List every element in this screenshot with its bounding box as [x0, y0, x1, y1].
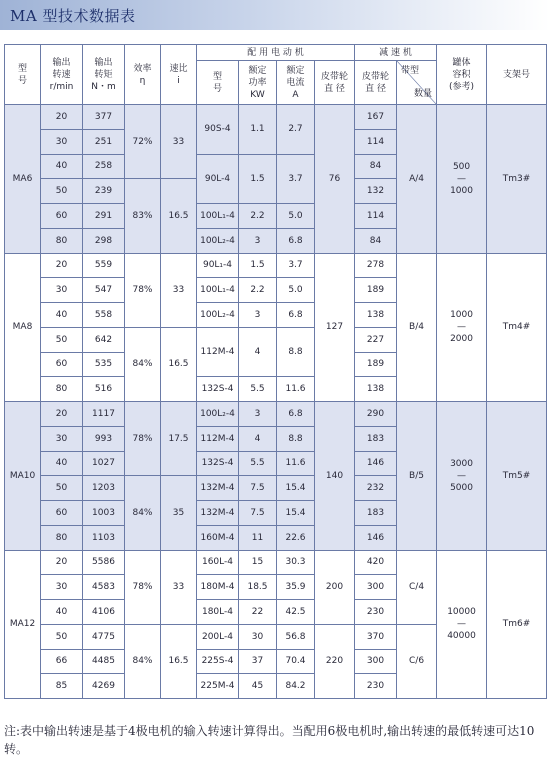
torque-cell: 1103	[83, 525, 125, 550]
speed-cell: 60	[41, 352, 83, 377]
efficiency-cell: 83%	[125, 179, 161, 253]
ratio-cell: 33	[161, 550, 197, 624]
model-cell: MA8	[5, 253, 41, 402]
bracket-cell: Tm3#	[487, 105, 547, 254]
table-row	[5, 550, 547, 575]
motor-model-cell: 225M-4	[197, 674, 239, 699]
belt-cell: B/4	[397, 253, 437, 402]
belt-cell: A/4	[397, 105, 437, 254]
power-cell: 1.1	[239, 105, 277, 155]
model-cell: MA10	[5, 402, 41, 551]
reducer-pulley-cell: 230	[355, 674, 397, 699]
motor-model-cell: 100L₂-4	[197, 402, 239, 427]
header-reducer-pulley: 皮带轮 直 径	[355, 61, 397, 105]
reducer-pulley-cell: 84	[355, 154, 397, 179]
reducer-pulley-cell: 146	[355, 451, 397, 476]
motor-model-cell: 100L₁-4	[197, 278, 239, 303]
torque-cell: 4106	[83, 600, 125, 625]
volume-cell: 3000 — 5000	[437, 402, 487, 551]
current-cell: 70.4	[277, 649, 315, 674]
bracket-cell: Tm5#	[487, 402, 547, 551]
motor-model-cell: 100L₂-4	[197, 228, 239, 253]
current-cell: 11.6	[277, 377, 315, 402]
table-header	[5, 45, 547, 105]
group-ma12	[5, 550, 547, 699]
power-cell: 15	[239, 550, 277, 575]
torque-cell: 993	[83, 426, 125, 451]
reducer-pulley-cell: 278	[355, 253, 397, 278]
ratio-cell: 17.5	[161, 402, 197, 476]
current-cell: 84.2	[277, 674, 315, 699]
torque-cell: 535	[83, 352, 125, 377]
motor-model-cell: 90L-4	[197, 154, 239, 204]
header-model: 型 号	[5, 45, 41, 105]
current-cell: 6.8	[277, 303, 315, 328]
torque-cell: 559	[83, 253, 125, 278]
reducer-pulley-cell: 183	[355, 426, 397, 451]
power-cell: 11	[239, 525, 277, 550]
current-cell: 56.8	[277, 624, 315, 649]
reducer-pulley-cell: 183	[355, 501, 397, 526]
title-banner	[0, 0, 550, 30]
current-cell: 3.7	[277, 154, 315, 204]
reducer-pulley-cell: 138	[355, 303, 397, 328]
reducer-pulley-cell: 167	[355, 105, 397, 130]
efficiency-cell: 78%	[125, 253, 161, 327]
motor-model-cell: 112M-4	[197, 327, 239, 377]
motor-model-cell: 180M-4	[197, 575, 239, 600]
motor-model-cell: 160M-4	[197, 525, 239, 550]
power-cell: 1.5	[239, 154, 277, 204]
current-cell: 8.8	[277, 327, 315, 377]
efficiency-cell: 78%	[125, 402, 161, 476]
belt-cell: B/5	[397, 402, 437, 551]
reducer-pulley-cell: 84	[355, 228, 397, 253]
torque-cell: 4775	[83, 624, 125, 649]
table-row	[5, 253, 547, 278]
motor-model-cell: 180L-4	[197, 600, 239, 625]
motor-model-cell: 112M-4	[197, 426, 239, 451]
header-efficiency: 效率 η	[125, 45, 161, 105]
reducer-pulley-cell: 189	[355, 278, 397, 303]
speed-cell: 50	[41, 624, 83, 649]
current-cell: 2.7	[277, 105, 315, 155]
motor-model-cell: 160L-4	[197, 550, 239, 575]
power-cell: 18.5	[239, 575, 277, 600]
reducer-pulley-cell: 290	[355, 402, 397, 427]
technical-data-table	[4, 44, 547, 699]
current-cell: 15.4	[277, 476, 315, 501]
speed-cell: 50	[41, 476, 83, 501]
torque-cell: 239	[83, 179, 125, 204]
motor-pulley-cell: 200	[315, 550, 355, 624]
header-belt-count: 数量	[414, 89, 433, 99]
bracket-cell: Tm4#	[487, 253, 547, 402]
current-cell: 5.0	[277, 278, 315, 303]
header-rated-current: 额定 电流 A	[277, 61, 315, 105]
motor-pulley-cell: 140	[315, 402, 355, 551]
torque-cell: 298	[83, 228, 125, 253]
table-row	[5, 402, 547, 427]
speed-cell: 60	[41, 501, 83, 526]
speed-cell: 80	[41, 228, 83, 253]
current-cell: 3.7	[277, 253, 315, 278]
power-cell: 45	[239, 674, 277, 699]
reducer-pulley-cell: 300	[355, 575, 397, 600]
speed-cell: 20	[41, 550, 83, 575]
reducer-pulley-cell: 300	[355, 649, 397, 674]
header-output-speed: 输出 转速 r/min	[41, 45, 83, 105]
motor-model-cell: 90S-4	[197, 105, 239, 155]
header-belt-diagonal	[397, 61, 437, 105]
speed-cell: 80	[41, 377, 83, 402]
header-ratio: 速比 i	[161, 45, 197, 105]
belt-cell: C/6	[397, 624, 437, 698]
motor-model-cell: 200L-4	[197, 624, 239, 649]
power-cell: 4	[239, 327, 277, 377]
motor-model-cell: 132M-4	[197, 501, 239, 526]
torque-cell: 516	[83, 377, 125, 402]
current-cell: 6.8	[277, 402, 315, 427]
torque-cell: 1203	[83, 476, 125, 501]
power-cell: 1.5	[239, 253, 277, 278]
power-cell: 2.2	[239, 204, 277, 229]
speed-cell: 60	[41, 204, 83, 229]
table-row	[5, 105, 547, 130]
power-cell: 7.5	[239, 501, 277, 526]
page-title: MA 型技术数据表	[10, 7, 136, 25]
speed-cell: 30	[41, 575, 83, 600]
motor-pulley-cell: 76	[315, 105, 355, 254]
power-cell: 4	[239, 426, 277, 451]
power-cell: 22	[239, 600, 277, 625]
speed-cell: 40	[41, 451, 83, 476]
reducer-pulley-cell: 189	[355, 352, 397, 377]
efficiency-cell: 84%	[125, 476, 161, 550]
motor-model-cell: 90L₁-4	[197, 253, 239, 278]
speed-cell: 85	[41, 674, 83, 699]
group-ma8	[5, 253, 547, 402]
torque-cell: 4269	[83, 674, 125, 699]
current-cell: 22.6	[277, 525, 315, 550]
header-volume: 罐体 容积 (参考)	[437, 45, 487, 105]
torque-cell: 547	[83, 278, 125, 303]
motor-model-cell: 132S-4	[197, 451, 239, 476]
reducer-pulley-cell: 138	[355, 377, 397, 402]
model-cell: MA6	[5, 105, 41, 254]
motor-model-cell: 100L₁-4	[197, 204, 239, 229]
efficiency-cell: 84%	[125, 327, 161, 401]
torque-cell: 4485	[83, 649, 125, 674]
current-cell: 15.4	[277, 501, 315, 526]
current-cell: 5.0	[277, 204, 315, 229]
speed-cell: 50	[41, 327, 83, 352]
speed-cell: 80	[41, 525, 83, 550]
current-cell: 30.3	[277, 550, 315, 575]
speed-cell: 40	[41, 600, 83, 625]
torque-cell: 558	[83, 303, 125, 328]
group-ma10	[5, 402, 547, 551]
speed-cell: 50	[41, 179, 83, 204]
torque-cell: 1027	[83, 451, 125, 476]
model-cell: MA12	[5, 550, 41, 699]
torque-cell: 291	[83, 204, 125, 229]
motor-pulley-cell: 220	[315, 624, 355, 698]
speed-cell: 30	[41, 426, 83, 451]
power-cell: 3	[239, 303, 277, 328]
speed-cell: 40	[41, 154, 83, 179]
speed-cell: 20	[41, 253, 83, 278]
power-cell: 30	[239, 624, 277, 649]
torque-cell: 258	[83, 154, 125, 179]
torque-cell: 377	[83, 105, 125, 130]
efficiency-cell: 84%	[125, 624, 161, 698]
reducer-pulley-cell: 227	[355, 327, 397, 352]
reducer-pulley-cell: 420	[355, 550, 397, 575]
power-cell: 37	[239, 649, 277, 674]
reducer-pulley-cell: 230	[355, 600, 397, 625]
motor-pulley-cell: 127	[315, 253, 355, 402]
torque-cell: 1117	[83, 402, 125, 427]
belt-cell: C/4	[397, 550, 437, 624]
torque-cell: 642	[83, 327, 125, 352]
speed-cell: 40	[41, 303, 83, 328]
speed-cell: 20	[41, 402, 83, 427]
header-reducer-group: 减 速 机	[355, 45, 437, 61]
current-cell: 11.6	[277, 451, 315, 476]
ratio-cell: 33	[161, 253, 197, 327]
power-cell: 7.5	[239, 476, 277, 501]
ratio-cell: 33	[161, 105, 197, 179]
efficiency-cell: 72%	[125, 105, 161, 179]
power-cell: 3	[239, 402, 277, 427]
reducer-pulley-cell: 370	[355, 624, 397, 649]
motor-model-cell: 225S-4	[197, 649, 239, 674]
reducer-pulley-cell: 146	[355, 525, 397, 550]
ratio-cell: 35	[161, 476, 197, 550]
header-belt-type: 带型	[401, 66, 420, 76]
header-output-torque: 输出 转矩 N・m	[83, 45, 125, 105]
reducer-pulley-cell: 114	[355, 129, 397, 154]
ratio-cell: 16.5	[161, 179, 197, 253]
power-cell: 5.5	[239, 377, 277, 402]
ratio-cell: 16.5	[161, 327, 197, 401]
current-cell: 35.9	[277, 575, 315, 600]
reducer-pulley-cell: 232	[355, 476, 397, 501]
speed-cell: 30	[41, 129, 83, 154]
volume-cell: 10000 — 40000	[437, 550, 487, 699]
power-cell: 2.2	[239, 278, 277, 303]
torque-cell: 5586	[83, 550, 125, 575]
header-rated-power: 额定 功率 KW	[239, 61, 277, 105]
torque-cell: 251	[83, 129, 125, 154]
header-motor-group: 配 用 电 动 机	[197, 45, 355, 61]
torque-cell: 4583	[83, 575, 125, 600]
footnote: 注:表中输出转速是基于4极电机的输入转速计算得出。当配用6极电机时,输出转速的最低转速可达10转。	[4, 724, 535, 756]
power-cell: 5.5	[239, 451, 277, 476]
group-ma6	[5, 105, 547, 254]
current-cell: 6.8	[277, 228, 315, 253]
power-cell: 3	[239, 228, 277, 253]
motor-model-cell: 100L₂-4	[197, 303, 239, 328]
header-motor-model: 型 号	[197, 61, 239, 105]
ratio-cell: 16.5	[161, 624, 197, 698]
speed-cell: 30	[41, 278, 83, 303]
efficiency-cell: 78%	[125, 550, 161, 624]
current-cell: 8.8	[277, 426, 315, 451]
reducer-pulley-cell: 114	[355, 204, 397, 229]
bracket-cell: Tm6#	[487, 550, 547, 699]
header-bracket: 支架号	[487, 45, 547, 105]
current-cell: 42.5	[277, 600, 315, 625]
reducer-pulley-cell: 132	[355, 179, 397, 204]
motor-model-cell: 132M-4	[197, 476, 239, 501]
volume-cell: 500 — 1000	[437, 105, 487, 254]
speed-cell: 66	[41, 649, 83, 674]
torque-cell: 1003	[83, 501, 125, 526]
volume-cell: 1000 — 2000	[437, 253, 487, 402]
header-motor-pulley: 皮带轮 直 径	[315, 61, 355, 105]
speed-cell: 20	[41, 105, 83, 130]
motor-model-cell: 132S-4	[197, 377, 239, 402]
